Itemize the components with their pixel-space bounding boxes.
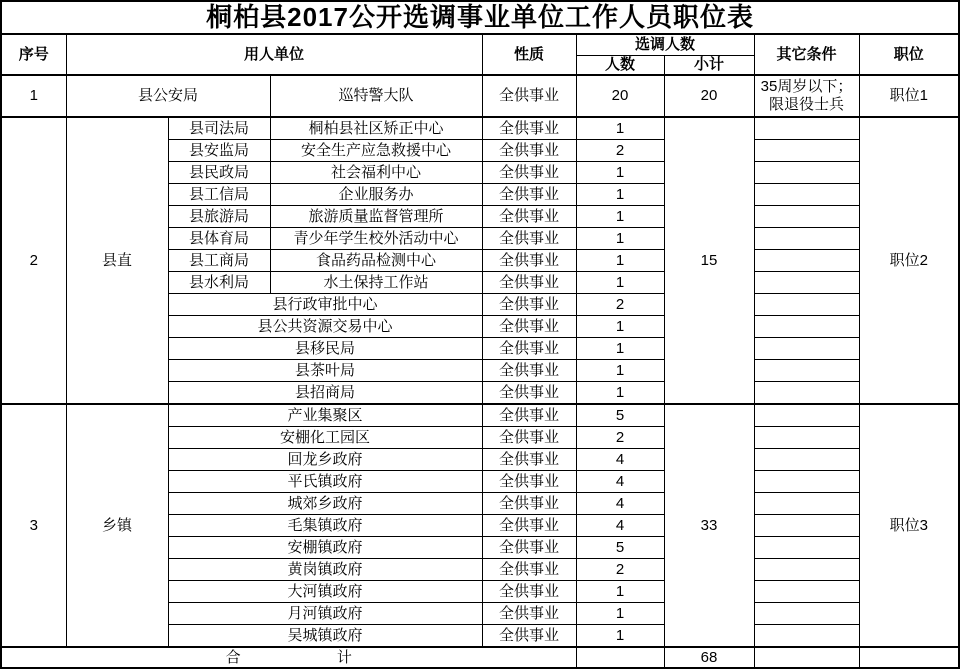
col-header-other-conditions: 其它条件 xyxy=(754,34,859,75)
cell-count: 1 xyxy=(576,316,664,338)
cell-unit: 安全生产应急救援中心 xyxy=(270,140,482,162)
cell-other-conditions xyxy=(754,140,859,162)
cell-nature: 全供事业 xyxy=(482,206,576,228)
cell-serial: 1 xyxy=(1,75,66,117)
cell-nature: 全供事业 xyxy=(482,294,576,316)
cell-count: 4 xyxy=(576,449,664,471)
cell-unit: 城郊乡政府 xyxy=(168,493,482,515)
cell-count: 4 xyxy=(576,515,664,537)
cell-nature: 全供事业 xyxy=(482,382,576,405)
cell-other-conditions xyxy=(754,471,859,493)
cell-other-conditions xyxy=(754,294,859,316)
cell-unit: 平氏镇政府 xyxy=(168,471,482,493)
cell-position: 职位2 xyxy=(859,117,959,404)
cell-nature: 全供事业 xyxy=(482,75,576,117)
cell-unit: 桐柏县社区矫正中心 xyxy=(270,117,482,140)
cell-nature: 全供事业 xyxy=(482,515,576,537)
cell-nature: 全供事业 xyxy=(482,427,576,449)
cell-other-conditions xyxy=(754,581,859,603)
cell-group: 乡镇 xyxy=(66,404,168,647)
col-header-subtotal: 小计 xyxy=(664,56,754,76)
cell-bureau: 县旅游局 xyxy=(168,206,270,228)
cell-position: 职位1 xyxy=(859,75,959,117)
cell-bureau: 县工商局 xyxy=(168,250,270,272)
cell-nature: 全供事业 xyxy=(482,338,576,360)
cell-count: 2 xyxy=(576,559,664,581)
cell-other-conditions xyxy=(754,184,859,206)
cell-unit: 县公共资源交易中心 xyxy=(168,316,482,338)
cell-unit: 黄岗镇政府 xyxy=(168,559,482,581)
cell-unit: 青少年学生校外活动中心 xyxy=(270,228,482,250)
cell-count: 1 xyxy=(576,338,664,360)
cell-nature: 全供事业 xyxy=(482,471,576,493)
total-row xyxy=(1,647,959,668)
cell-subtotal: 33 xyxy=(664,404,754,647)
cell-other-conditions xyxy=(754,228,859,250)
col-header-serial: 序号 xyxy=(1,34,66,75)
title-row xyxy=(1,1,959,34)
cell-bureau: 县司法局 xyxy=(168,117,270,140)
cell-nature: 全供事业 xyxy=(482,603,576,625)
cell-unit: 县茶叶局 xyxy=(168,360,482,382)
cell-count: 1 xyxy=(576,206,664,228)
cell-other-conditions xyxy=(754,537,859,559)
cell-nature: 全供事业 xyxy=(482,250,576,272)
cell-other-conditions xyxy=(754,559,859,581)
cell-count: 1 xyxy=(576,382,664,405)
page-title: 桐柏县2017公开选调事业单位工作人员职位表 xyxy=(1,1,959,34)
cell-other-conditions xyxy=(754,493,859,515)
cell-nature: 全供事业 xyxy=(482,404,576,427)
cell-unit: 社会福利中心 xyxy=(270,162,482,184)
cell-count: 4 xyxy=(576,493,664,515)
cell-count: 5 xyxy=(576,404,664,427)
col-header-position: 职位 xyxy=(859,34,959,75)
col-header-employer: 用人单位 xyxy=(66,34,482,75)
table-row xyxy=(1,117,959,140)
col-header-selection-count: 选调人数 xyxy=(576,34,754,56)
cell-serial: 2 xyxy=(1,117,66,404)
cell-subtotal: 20 xyxy=(664,75,754,117)
cell-count: 4 xyxy=(576,471,664,493)
cell-bureau: 县体育局 xyxy=(168,228,270,250)
cell-count: 1 xyxy=(576,184,664,206)
cell-nature: 全供事业 xyxy=(482,493,576,515)
cell-nature: 全供事业 xyxy=(482,360,576,382)
cell-other-conditions xyxy=(754,382,859,405)
header-row-1 xyxy=(1,34,959,56)
cell-other-conditions xyxy=(754,360,859,382)
cell-unit: 产业集聚区 xyxy=(168,404,482,427)
col-header-count: 人数 xyxy=(576,56,664,76)
cell-nature: 全供事业 xyxy=(482,449,576,471)
cell-unit: 水土保持工作站 xyxy=(270,272,482,294)
cell-count: 2 xyxy=(576,140,664,162)
cell-bureau: 县工信局 xyxy=(168,184,270,206)
cell-other-conditions xyxy=(754,117,859,140)
cell-nature: 全供事业 xyxy=(482,184,576,206)
cell-count: 1 xyxy=(576,603,664,625)
cell-count: 5 xyxy=(576,537,664,559)
cell-unit: 安棚化工园区 xyxy=(168,427,482,449)
col-header-nature: 性质 xyxy=(482,34,576,75)
cell-nature: 全供事业 xyxy=(482,559,576,581)
cell-group: 县直 xyxy=(66,117,168,404)
cell-other-conditions xyxy=(754,338,859,360)
cell-nature: 全供事业 xyxy=(482,117,576,140)
cell-unit: 巡特警大队 xyxy=(270,75,482,117)
total-count-cell xyxy=(576,647,664,668)
cell-serial: 3 xyxy=(1,404,66,647)
cell-other-conditions xyxy=(754,625,859,648)
cell-nature: 全供事业 xyxy=(482,537,576,559)
cell-count: 1 xyxy=(576,117,664,140)
total-label: 合 计 xyxy=(1,647,576,668)
cell-other-conditions xyxy=(754,250,859,272)
cell-other-conditions xyxy=(754,449,859,471)
cell-unit: 企业服务办 xyxy=(270,184,482,206)
cell-other-conditions: 35周岁以下；限退役士兵 xyxy=(754,75,859,117)
cell-unit: 月河镇政府 xyxy=(168,603,482,625)
cell-other-conditions xyxy=(754,162,859,184)
cell-unit: 县移民局 xyxy=(168,338,482,360)
cell-count: 1 xyxy=(576,272,664,294)
cell-unit: 毛集镇政府 xyxy=(168,515,482,537)
cell-unit: 吴城镇政府 xyxy=(168,625,482,648)
cell-count: 1 xyxy=(576,162,664,184)
cell-other-conditions xyxy=(754,316,859,338)
cell-position: 职位3 xyxy=(859,404,959,647)
cell-nature: 全供事业 xyxy=(482,316,576,338)
cell-unit: 县行政审批中心 xyxy=(168,294,482,316)
table-row xyxy=(1,404,959,427)
cell-count: 2 xyxy=(576,427,664,449)
table-row xyxy=(1,75,959,117)
cell-other-conditions xyxy=(754,603,859,625)
cell-nature: 全供事业 xyxy=(482,140,576,162)
cell-other-conditions xyxy=(754,427,859,449)
cell-count: 1 xyxy=(576,581,664,603)
cell-other-conditions xyxy=(754,272,859,294)
total-position-cell xyxy=(859,647,959,668)
cell-count: 20 xyxy=(576,75,664,117)
total-subtotal-cell: 68 xyxy=(664,647,754,668)
cell-bureau: 县民政局 xyxy=(168,162,270,184)
cell-nature: 全供事业 xyxy=(482,162,576,184)
cell-unit: 安棚镇政府 xyxy=(168,537,482,559)
cell-unit: 回龙乡政府 xyxy=(168,449,482,471)
cell-bureau: 县水利局 xyxy=(168,272,270,294)
cell-bureau: 县安监局 xyxy=(168,140,270,162)
cell-nature: 全供事业 xyxy=(482,272,576,294)
cell-subtotal: 15 xyxy=(664,117,754,404)
total-other-cell xyxy=(754,647,859,668)
cell-unit: 县招商局 xyxy=(168,382,482,405)
cell-count: 2 xyxy=(576,294,664,316)
cell-unit: 旅游质量监督管理所 xyxy=(270,206,482,228)
cell-nature: 全供事业 xyxy=(482,625,576,648)
cell-count: 1 xyxy=(576,228,664,250)
cell-other-conditions xyxy=(754,404,859,427)
cell-unit: 食品药品检测中心 xyxy=(270,250,482,272)
cell-other-conditions xyxy=(754,206,859,228)
cell-other-conditions xyxy=(754,515,859,537)
cell-org: 县公安局 xyxy=(66,75,270,117)
cell-unit: 大河镇政府 xyxy=(168,581,482,603)
cell-count: 1 xyxy=(576,360,664,382)
cell-nature: 全供事业 xyxy=(482,228,576,250)
cell-count: 1 xyxy=(576,625,664,648)
cell-nature: 全供事业 xyxy=(482,581,576,603)
cell-count: 1 xyxy=(576,250,664,272)
